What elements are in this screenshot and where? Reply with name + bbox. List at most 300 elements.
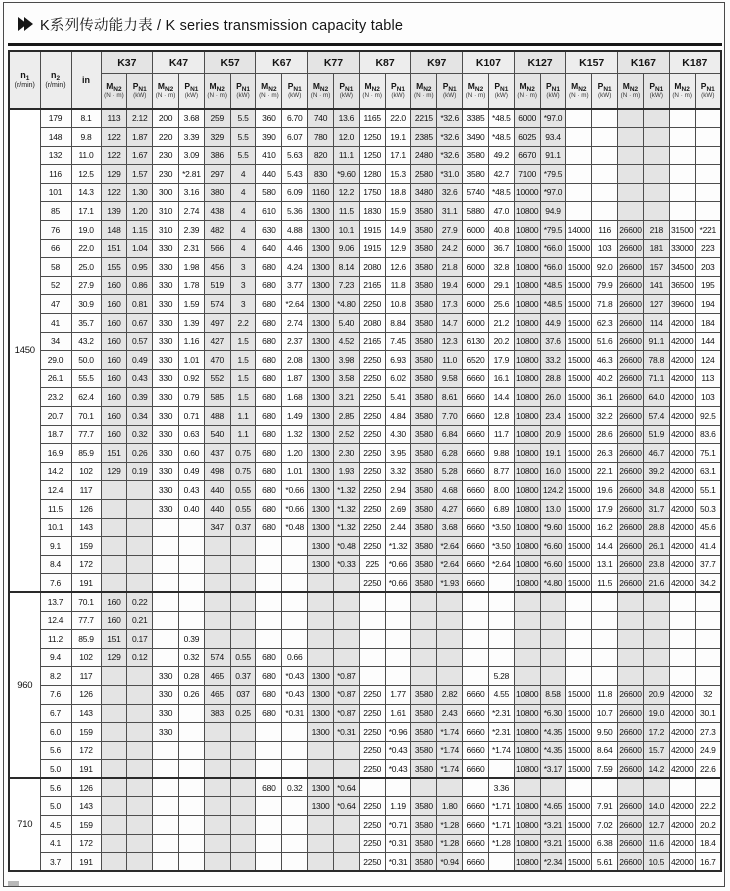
cell-K157-PN1: 11.8 bbox=[592, 685, 618, 704]
cell-K37-MN2: 113 bbox=[101, 109, 127, 128]
cell-K167-MN2: 26600 bbox=[618, 834, 644, 853]
cell-K67-MN2: 680 bbox=[256, 276, 282, 295]
cell-K47-MN2: 330 bbox=[153, 667, 179, 686]
cell-K167-MN2: 26600 bbox=[618, 388, 644, 407]
cell-K37-MN2: 129 bbox=[101, 462, 127, 481]
cell-K87-PN1 bbox=[385, 630, 411, 649]
cell-K47-PN1 bbox=[178, 741, 204, 760]
n2-value: 6.0 bbox=[40, 723, 71, 742]
cell-K157-PN1 bbox=[592, 667, 618, 686]
ratio-value: 70.1 bbox=[71, 592, 101, 611]
table-row bbox=[9, 760, 721, 779]
cell-K187-MN2: 42000 bbox=[669, 685, 695, 704]
cell-K157-PN1: 5.61 bbox=[592, 853, 618, 872]
cell-K187-MN2 bbox=[669, 165, 695, 184]
cell-K67-PN1: 1.87 bbox=[282, 369, 308, 388]
cell-K87-PN1: *0.66 bbox=[385, 555, 411, 574]
cell-K107-PN1: 21.2 bbox=[488, 314, 514, 333]
cell-K57-MN2: 380 bbox=[204, 183, 230, 202]
cell-K107-PN1: 8.77 bbox=[488, 462, 514, 481]
cell-K67-MN2: 580 bbox=[256, 183, 282, 202]
cell-K37-PN1 bbox=[127, 834, 153, 853]
cell-K57-PN1: 5.5 bbox=[230, 146, 256, 165]
cell-K67-PN1: *0.66 bbox=[282, 499, 308, 518]
cell-K77-PN1: 7.23 bbox=[333, 276, 359, 295]
cell-K127-PN1 bbox=[540, 778, 566, 797]
cell-K127-PN1: *3.21 bbox=[540, 834, 566, 853]
cell-K47-PN1 bbox=[178, 518, 204, 537]
header-power-K167: $P_{N1}$ (kW) bbox=[643, 74, 669, 110]
cell-K167-PN1: 10.5 bbox=[643, 853, 669, 872]
cell-K187-PN1 bbox=[695, 202, 721, 221]
cell-K67-PN1 bbox=[282, 630, 308, 649]
cell-K107-PN1 bbox=[488, 592, 514, 611]
cell-K47-PN1 bbox=[178, 704, 204, 723]
cell-K47-MN2: 330 bbox=[153, 425, 179, 444]
cell-K107-PN1: 47.0 bbox=[488, 202, 514, 221]
cell-K87-PN1: *0.71 bbox=[385, 816, 411, 835]
cell-K87-MN2: 2250 bbox=[359, 518, 385, 537]
cell-K167-PN1 bbox=[643, 146, 669, 165]
n2-value: 12.4 bbox=[40, 481, 71, 500]
cell-K57-MN2 bbox=[204, 741, 230, 760]
n2-value: 101 bbox=[40, 183, 71, 202]
cell-K57-PN1 bbox=[230, 797, 256, 816]
cell-K47-PN1 bbox=[178, 853, 204, 872]
cell-K67-MN2: 680 bbox=[256, 295, 282, 314]
cell-K87-MN2: 1915 bbox=[359, 239, 385, 258]
cell-K157-PN1: 6.38 bbox=[592, 834, 618, 853]
cell-K97-MN2 bbox=[411, 611, 437, 630]
cell-K97-PN1: 5.28 bbox=[437, 462, 463, 481]
cell-K47-MN2: 330 bbox=[153, 407, 179, 426]
cell-K97-PN1: 9.58 bbox=[437, 369, 463, 388]
cell-K97-PN1: *2.64 bbox=[437, 537, 463, 556]
cell-K87-PN1: 4.84 bbox=[385, 407, 411, 426]
cell-K107-PN1: *2.31 bbox=[488, 723, 514, 742]
ratio-value: 117 bbox=[71, 667, 101, 686]
cell-K87-PN1: 4.30 bbox=[385, 425, 411, 444]
cell-K57-PN1: 1.5 bbox=[230, 332, 256, 351]
cell-K37-MN2: 151 bbox=[101, 630, 127, 649]
table-row bbox=[9, 221, 721, 240]
cell-K37-PN1: 0.67 bbox=[127, 314, 153, 333]
cell-K97-MN2: 2480 bbox=[411, 146, 437, 165]
table-row bbox=[9, 518, 721, 537]
header-power-K157: $P_{N1}$ (kW) bbox=[592, 74, 618, 110]
cell-K87-PN1: 3.95 bbox=[385, 444, 411, 463]
cell-K47-MN2: 300 bbox=[153, 183, 179, 202]
cell-K77-PN1: 5.40 bbox=[333, 314, 359, 333]
cell-K57-MN2: 386 bbox=[204, 146, 230, 165]
cell-K97-PN1 bbox=[437, 630, 463, 649]
cell-K107-PN1 bbox=[488, 630, 514, 649]
header-model-K157: K157 bbox=[566, 51, 618, 74]
cell-K187-MN2: 42000 bbox=[669, 518, 695, 537]
cell-K97-MN2: 3580 bbox=[411, 797, 437, 816]
cell-K127-MN2: 10800 bbox=[514, 407, 540, 426]
cell-K47-PN1: 2.39 bbox=[178, 221, 204, 240]
cell-K107-PN1: 5.28 bbox=[488, 667, 514, 686]
header-power-K67: $P_{N1}$ (kW) bbox=[282, 74, 308, 110]
cell-K67-PN1: 5.36 bbox=[282, 202, 308, 221]
cell-K77-PN1: 12.0 bbox=[333, 128, 359, 147]
cell-K67-PN1: 1.01 bbox=[282, 462, 308, 481]
cell-K57-MN2: 347 bbox=[204, 518, 230, 537]
cell-K167-PN1: 20.9 bbox=[643, 685, 669, 704]
n2-value: 47 bbox=[40, 295, 71, 314]
cell-K37-PN1: 0.39 bbox=[127, 388, 153, 407]
cell-K67-PN1: 4.24 bbox=[282, 258, 308, 277]
cell-K87-MN2: 2250 bbox=[359, 834, 385, 853]
cell-K157-MN2: 15000 bbox=[566, 834, 592, 853]
ratio-value: 35.7 bbox=[71, 314, 101, 333]
cell-K47-MN2: 200 bbox=[153, 109, 179, 128]
cell-K37-MN2 bbox=[101, 667, 127, 686]
cell-K87-MN2: 2250 bbox=[359, 760, 385, 779]
cell-K187-PN1: 63.1 bbox=[695, 462, 721, 481]
cell-K157-MN2: 15000 bbox=[566, 388, 592, 407]
cell-K47-MN2: 330 bbox=[153, 499, 179, 518]
cell-K37-MN2: 160 bbox=[101, 388, 127, 407]
ratio-value: 12.5 bbox=[71, 165, 101, 184]
cell-K187-PN1 bbox=[695, 128, 721, 147]
page-title bbox=[40, 14, 403, 35]
header-n1: $n_1$ (r/min) bbox=[9, 51, 40, 109]
cell-K107-PN1: 14.4 bbox=[488, 388, 514, 407]
cell-K167-PN1: 91.1 bbox=[643, 332, 669, 351]
cell-K57-PN1: 1.5 bbox=[230, 369, 256, 388]
ratio-value: 143 bbox=[71, 797, 101, 816]
cell-K127-PN1: 44.9 bbox=[540, 314, 566, 333]
cell-K47-PN1: 3.09 bbox=[178, 146, 204, 165]
cell-K157-PN1: 32.2 bbox=[592, 407, 618, 426]
cell-K47-PN1: 3.68 bbox=[178, 109, 204, 128]
cell-K47-MN2 bbox=[153, 853, 179, 872]
table-row bbox=[9, 314, 721, 333]
cell-K57-MN2: 329 bbox=[204, 128, 230, 147]
cell-K167-PN1: 15.7 bbox=[643, 741, 669, 760]
cell-K107-PN1: *1.28 bbox=[488, 834, 514, 853]
cell-K97-PN1: 7.70 bbox=[437, 407, 463, 426]
ratio-value: 30.9 bbox=[71, 295, 101, 314]
cell-K37-PN1 bbox=[127, 853, 153, 872]
double-arrow-icon bbox=[18, 17, 33, 31]
cell-K187-MN2: 42000 bbox=[669, 816, 695, 835]
cell-K77-PN1 bbox=[333, 816, 359, 835]
cell-K157-PN1 bbox=[592, 109, 618, 128]
cell-K97-MN2: 3580 bbox=[411, 202, 437, 221]
n2-value: 11.5 bbox=[40, 499, 71, 518]
cell-K77-MN2 bbox=[308, 853, 334, 872]
cell-K87-PN1: 7.45 bbox=[385, 332, 411, 351]
cell-K97-PN1: 14.7 bbox=[437, 314, 463, 333]
cell-K187-PN1: 194 bbox=[695, 295, 721, 314]
cell-K107-MN2: 3580 bbox=[463, 165, 489, 184]
cell-K57-PN1: 3 bbox=[230, 258, 256, 277]
cell-K67-PN1 bbox=[282, 723, 308, 742]
cell-K157-PN1 bbox=[592, 630, 618, 649]
cell-K107-PN1 bbox=[488, 648, 514, 667]
cell-K167-PN1 bbox=[643, 630, 669, 649]
ratio-value: 126 bbox=[71, 778, 101, 797]
cell-K77-MN2 bbox=[308, 611, 334, 630]
cell-K47-MN2 bbox=[153, 592, 179, 611]
cell-K37-PN1: 0.81 bbox=[127, 295, 153, 314]
cell-K187-PN1 bbox=[695, 592, 721, 611]
cell-K127-PN1: *6.60 bbox=[540, 555, 566, 574]
cell-K167-PN1: 64.0 bbox=[643, 388, 669, 407]
cell-K37-MN2: 151 bbox=[101, 444, 127, 463]
cell-K57-MN2: 456 bbox=[204, 258, 230, 277]
table-row bbox=[9, 258, 721, 277]
cell-K187-PN1: 203 bbox=[695, 258, 721, 277]
cell-K107-MN2: 6660 bbox=[463, 816, 489, 835]
cell-K87-MN2: 1280 bbox=[359, 165, 385, 184]
cell-K77-PN1 bbox=[333, 834, 359, 853]
cell-K47-PN1: 0.26 bbox=[178, 685, 204, 704]
ratio-value: 9.8 bbox=[71, 128, 101, 147]
cell-K47-PN1: 0.28 bbox=[178, 667, 204, 686]
table-row bbox=[9, 276, 721, 295]
cell-K127-MN2: 6670 bbox=[514, 146, 540, 165]
ratio-value: 50.0 bbox=[71, 351, 101, 370]
cell-K187-MN2 bbox=[669, 648, 695, 667]
cell-K77-PN1: 11.1 bbox=[333, 146, 359, 165]
cell-K157-PN1 bbox=[592, 592, 618, 611]
cell-K37-PN1 bbox=[127, 778, 153, 797]
cell-K77-MN2: 1300 bbox=[308, 444, 334, 463]
ratio-value: 172 bbox=[71, 555, 101, 574]
cell-K77-PN1: 3.21 bbox=[333, 388, 359, 407]
cell-K127-MN2 bbox=[514, 611, 540, 630]
cell-K127-PN1: *4.35 bbox=[540, 741, 566, 760]
cell-K87-PN1 bbox=[385, 667, 411, 686]
cell-K167-MN2: 26600 bbox=[618, 444, 644, 463]
cell-K157-MN2: 15000 bbox=[566, 332, 592, 351]
cell-K157-MN2: 15000 bbox=[566, 797, 592, 816]
cell-K77-PN1 bbox=[333, 611, 359, 630]
cell-K187-PN1 bbox=[695, 165, 721, 184]
cell-K97-PN1: 2.82 bbox=[437, 685, 463, 704]
cell-K77-MN2: 1300 bbox=[308, 202, 334, 221]
cell-K77-MN2 bbox=[308, 574, 334, 593]
cell-K187-MN2: 42000 bbox=[669, 537, 695, 556]
cell-K37-PN1 bbox=[127, 481, 153, 500]
cell-K37-MN2: 160 bbox=[101, 611, 127, 630]
n2-value: 5.0 bbox=[40, 797, 71, 816]
cell-K127-PN1: 37.6 bbox=[540, 332, 566, 351]
table-row bbox=[9, 351, 721, 370]
cell-K77-MN2: 1300 bbox=[308, 685, 334, 704]
cell-K167-PN1: 46.7 bbox=[643, 444, 669, 463]
cell-K107-PN1: 3.36 bbox=[488, 778, 514, 797]
cell-K87-MN2 bbox=[359, 778, 385, 797]
cell-K57-MN2: 438 bbox=[204, 202, 230, 221]
cell-K47-PN1: 0.63 bbox=[178, 425, 204, 444]
cell-K187-MN2 bbox=[669, 183, 695, 202]
cell-K157-PN1 bbox=[592, 202, 618, 221]
cell-K77-PN1: *9.60 bbox=[333, 165, 359, 184]
cell-K67-MN2: 680 bbox=[256, 425, 282, 444]
n2-value: 29.0 bbox=[40, 351, 71, 370]
header-torque-K187: $M_{N2}$ (N · m) bbox=[669, 74, 695, 110]
cell-K77-PN1: 12.2 bbox=[333, 183, 359, 202]
cell-K97-PN1: 21.8 bbox=[437, 258, 463, 277]
cell-K37-MN2: 160 bbox=[101, 369, 127, 388]
cell-K87-PN1: 19.1 bbox=[385, 128, 411, 147]
cell-K97-PN1: *1.28 bbox=[437, 834, 463, 853]
ratio-value: 85.9 bbox=[71, 444, 101, 463]
cell-K77-PN1: *0.87 bbox=[333, 667, 359, 686]
cell-K67-MN2 bbox=[256, 741, 282, 760]
n2-value: 9.1 bbox=[40, 537, 71, 556]
header-torque-K57: $M_{N2}$ (N · m) bbox=[204, 74, 230, 110]
cell-K167-MN2: 26600 bbox=[618, 499, 644, 518]
cell-K37-PN1: 0.49 bbox=[127, 351, 153, 370]
cell-K127-PN1: 26.0 bbox=[540, 388, 566, 407]
cell-K77-PN1: *1.32 bbox=[333, 518, 359, 537]
cell-K77-MN2: 820 bbox=[308, 146, 334, 165]
table-row bbox=[9, 481, 721, 500]
cell-K37-MN2 bbox=[101, 574, 127, 593]
header-torque-K127: $M_{N2}$ (N · m) bbox=[514, 74, 540, 110]
cell-K87-MN2: 2165 bbox=[359, 276, 385, 295]
title-rule bbox=[8, 43, 722, 46]
cell-K77-MN2: 830 bbox=[308, 165, 334, 184]
cell-K37-MN2: 148 bbox=[101, 221, 127, 240]
cell-K77-PN1: 2.85 bbox=[333, 407, 359, 426]
cell-K37-MN2: 160 bbox=[101, 425, 127, 444]
cell-K57-MN2: 540 bbox=[204, 425, 230, 444]
cell-K77-PN1: 2.30 bbox=[333, 444, 359, 463]
n1-value: 710 bbox=[9, 778, 40, 871]
cell-K97-PN1 bbox=[437, 648, 463, 667]
cell-K57-MN2: 440 bbox=[204, 481, 230, 500]
cell-K67-PN1 bbox=[282, 537, 308, 556]
cell-K167-MN2: 26600 bbox=[618, 258, 644, 277]
header-torque-K77: $M_{N2}$ (N · m) bbox=[308, 74, 334, 110]
cell-K57-MN2: 552 bbox=[204, 369, 230, 388]
cell-K157-PN1: 36.1 bbox=[592, 388, 618, 407]
n2-value: 5.6 bbox=[40, 741, 71, 760]
cell-K47-MN2: 230 bbox=[153, 146, 179, 165]
header-torque-K157: $M_{N2}$ (N · m) bbox=[566, 74, 592, 110]
cell-K167-PN1: 141 bbox=[643, 276, 669, 295]
cell-K87-MN2 bbox=[359, 648, 385, 667]
cell-K57-MN2: 497 bbox=[204, 314, 230, 333]
table-row bbox=[9, 202, 721, 221]
cell-K167-PN1: 17.2 bbox=[643, 723, 669, 742]
cell-K57-MN2: 427 bbox=[204, 332, 230, 351]
cell-K57-PN1: 037 bbox=[230, 685, 256, 704]
cell-K77-MN2: 1300 bbox=[308, 221, 334, 240]
cell-K57-MN2 bbox=[204, 592, 230, 611]
ratio-value: 62.4 bbox=[71, 388, 101, 407]
cell-K107-MN2: 6130 bbox=[463, 332, 489, 351]
cell-K57-MN2: 259 bbox=[204, 109, 230, 128]
cell-K97-MN2: 3580 bbox=[411, 314, 437, 333]
cell-K157-MN2: 15000 bbox=[566, 574, 592, 593]
cell-K57-PN1: 0.75 bbox=[230, 444, 256, 463]
cell-K187-PN1: 83.6 bbox=[695, 425, 721, 444]
cell-K57-PN1: 4 bbox=[230, 202, 256, 221]
cell-K167-PN1: 11.6 bbox=[643, 834, 669, 853]
cell-K97-PN1: *1.28 bbox=[437, 816, 463, 835]
cell-K57-PN1: 4 bbox=[230, 221, 256, 240]
cell-K67-MN2: 680 bbox=[256, 444, 282, 463]
cell-K67-PN1: *2.64 bbox=[282, 295, 308, 314]
cell-K157-MN2: 14000 bbox=[566, 221, 592, 240]
cell-K187-MN2: 42000 bbox=[669, 499, 695, 518]
cell-K157-MN2 bbox=[566, 630, 592, 649]
cell-K97-PN1: 24.2 bbox=[437, 239, 463, 258]
cell-K127-PN1: 93.4 bbox=[540, 128, 566, 147]
cell-K107-MN2 bbox=[463, 778, 489, 797]
cell-K127-MN2: 10800 bbox=[514, 462, 540, 481]
cell-K37-PN1: 0.12 bbox=[127, 648, 153, 667]
cell-K187-PN1: *221 bbox=[695, 221, 721, 240]
cell-K87-MN2: 225 bbox=[359, 555, 385, 574]
cell-K77-PN1 bbox=[333, 574, 359, 593]
cell-K187-PN1: 18.4 bbox=[695, 834, 721, 853]
cell-K87-MN2: 2250 bbox=[359, 741, 385, 760]
cell-K127-MN2: 10800 bbox=[514, 741, 540, 760]
ratio-value: 159 bbox=[71, 723, 101, 742]
cell-K167-PN1: 12.7 bbox=[643, 816, 669, 835]
cell-K47-PN1 bbox=[178, 834, 204, 853]
cell-K47-PN1: 0.79 bbox=[178, 388, 204, 407]
table-row bbox=[9, 592, 721, 611]
cell-K77-MN2: 1300 bbox=[308, 369, 334, 388]
cell-K127-MN2: 10800 bbox=[514, 760, 540, 779]
cell-K67-PN1: 1.49 bbox=[282, 407, 308, 426]
cell-K157-MN2 bbox=[566, 778, 592, 797]
cell-K47-PN1 bbox=[178, 816, 204, 835]
cell-K87-MN2: 2250 bbox=[359, 574, 385, 593]
cell-K67-MN2 bbox=[256, 592, 282, 611]
table-body bbox=[9, 109, 721, 871]
cell-K67-PN1 bbox=[282, 611, 308, 630]
cell-K107-MN2: 3490 bbox=[463, 128, 489, 147]
cell-K87-MN2 bbox=[359, 667, 385, 686]
cell-K67-MN2: 440 bbox=[256, 165, 282, 184]
cell-K97-MN2: 3580 bbox=[411, 407, 437, 426]
cell-K187-PN1 bbox=[695, 109, 721, 128]
table-row bbox=[9, 574, 721, 593]
cell-K97-PN1: 31.1 bbox=[437, 202, 463, 221]
cell-K187-PN1: 50.3 bbox=[695, 499, 721, 518]
cell-K187-PN1: 144 bbox=[695, 332, 721, 351]
cell-K127-PN1: 91.1 bbox=[540, 146, 566, 165]
cell-K97-PN1: 4.27 bbox=[437, 499, 463, 518]
cell-K87-PN1: 5.41 bbox=[385, 388, 411, 407]
ratio-value: 77.7 bbox=[71, 611, 101, 630]
cell-K87-MN2: 1165 bbox=[359, 109, 385, 128]
cell-K37-MN2: 122 bbox=[101, 128, 127, 147]
cell-K97-MN2: 3580 bbox=[411, 760, 437, 779]
cell-K57-MN2 bbox=[204, 555, 230, 574]
cell-K127-MN2: 10800 bbox=[514, 537, 540, 556]
cell-K107-PN1: 20.2 bbox=[488, 332, 514, 351]
cell-K57-MN2: 519 bbox=[204, 276, 230, 295]
cell-K187-PN1: 195 bbox=[695, 276, 721, 295]
cell-K97-PN1: *2.64 bbox=[437, 555, 463, 574]
cell-K127-PN1: 19.1 bbox=[540, 444, 566, 463]
cell-K97-PN1: 12.3 bbox=[437, 332, 463, 351]
cell-K127-MN2: 10800 bbox=[514, 723, 540, 742]
cell-K127-PN1 bbox=[540, 592, 566, 611]
